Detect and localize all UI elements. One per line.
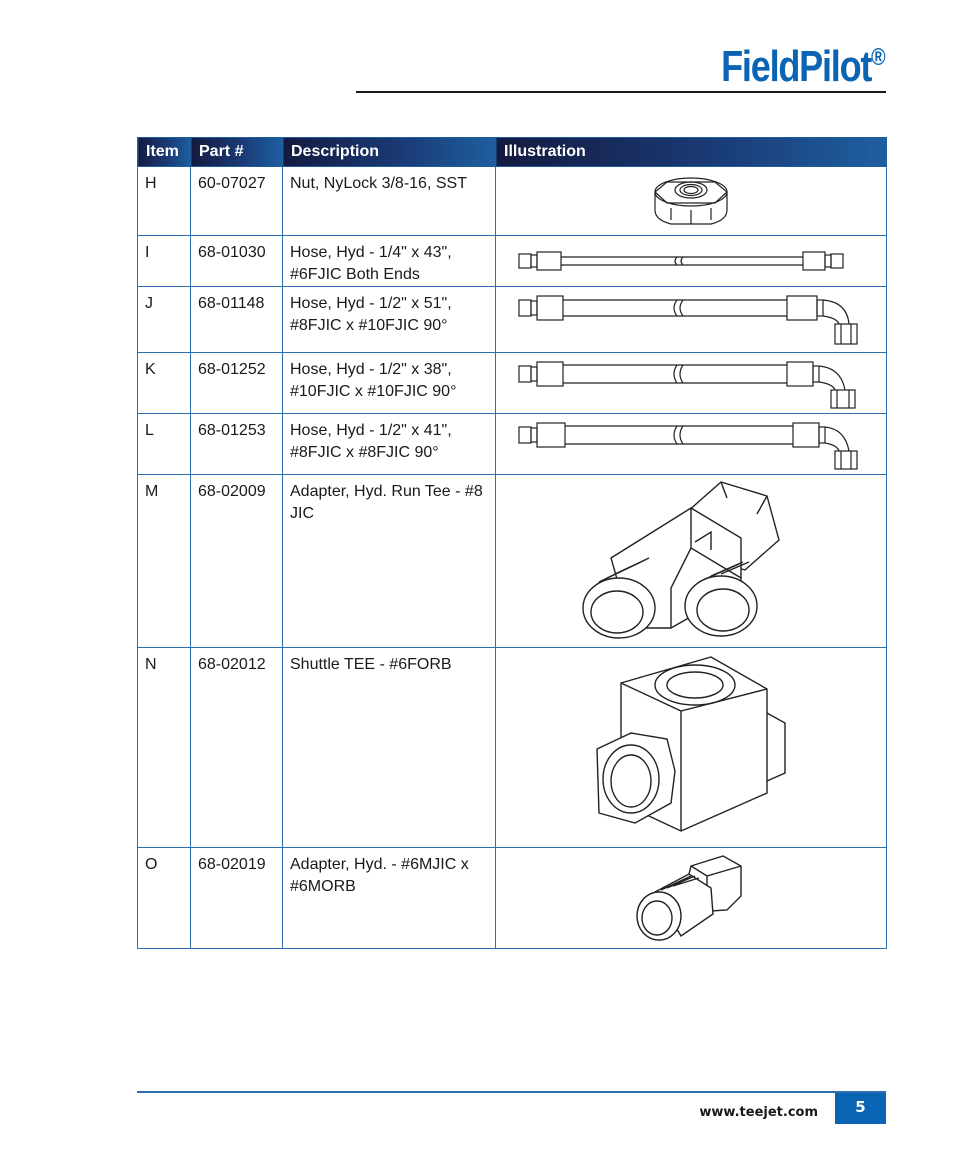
item-cell: H [138,167,191,236]
part-number-cell: 68-02019 [191,848,283,949]
description-line: JIC [290,505,314,522]
header-rule [356,91,886,93]
part-number-cell: 68-01148 [191,287,283,353]
description-cell [283,414,496,475]
table-header-row [138,138,887,167]
item-cell: J [138,287,191,353]
run-tee-icon [571,478,811,644]
hose-90-icon [511,356,871,410]
item-cell: O [138,848,191,949]
description-line: #6MORB [290,878,356,895]
column-header-item: Item [138,138,191,167]
part-number-cell: 60-07027 [191,167,283,236]
hose-straight-icon [511,246,871,276]
illustration-cell [496,353,887,414]
description-line: Hose, Hyd - 1/2" x 38", [290,361,452,378]
table-row [138,475,887,648]
description-line: Hose, Hyd - 1/2" x 51", [290,295,452,312]
table-row [138,287,887,353]
description-line: Adapter, Hyd. Run Tee - #8 [290,483,483,500]
part-number-cell: 68-02012 [191,648,283,848]
shuttle-tee-icon [591,653,791,843]
table-row [138,236,887,287]
description-cell [283,287,496,353]
column-header-illustration: Illustration [496,138,887,167]
registered-mark: ® [871,44,886,71]
description-line: Hose, Hyd - 1/4" x 43", [290,244,452,261]
illustration-cell [496,648,887,848]
table-row [138,353,887,414]
table-row [138,848,887,949]
part-number-cell: 68-02009 [191,475,283,648]
page-number: 5 [835,1093,886,1124]
part-number-cell: 68-01253 [191,414,283,475]
item-cell: I [138,236,191,287]
description-cell [283,648,496,848]
item-cell: K [138,353,191,414]
description-line: #8FJIC x #10FJIC 90° [290,317,448,334]
illustration-cell [496,167,887,236]
illustration-cell [496,414,887,475]
description-line: #6FJIC Both Ends [290,266,420,283]
brand-logo [721,42,886,92]
illustration-cell [496,475,887,648]
description-line: Shuttle TEE - #6FORB [290,656,452,673]
hose-90-icon [511,417,871,471]
hose-90-icon [511,290,871,350]
item-cell: N [138,648,191,848]
table-row [138,414,887,475]
table-row [138,648,887,848]
illustration-cell [496,287,887,353]
description-cell [283,475,496,648]
part-number-cell: 68-01030 [191,236,283,287]
table-row [138,167,887,236]
column-header-description: Description [283,138,496,167]
description-line: #8FJIC x #8FJIC 90° [290,444,439,461]
description-line: Hose, Hyd - 1/2" x 41", [290,422,452,439]
nylock-nut-icon [641,170,741,232]
description-cell [283,848,496,949]
illustration-cell [496,236,887,287]
brand-name: FieldPilot [721,42,872,91]
description-cell [283,167,496,236]
straight-adapter-icon [631,852,751,944]
part-number-cell: 68-01252 [191,353,283,414]
item-cell: M [138,475,191,648]
description-cell [283,236,496,287]
description-line: #10FJIC x #10FJIC 90° [290,383,457,400]
description-line: Adapter, Hyd. - #6MJIC x [290,856,469,873]
illustration-cell [496,848,887,949]
column-header-part: Part # [191,138,283,167]
item-cell: L [138,414,191,475]
description-line: Nut, NyLock 3/8-16, SST [290,175,467,192]
parts-table [137,137,887,949]
footer-url[interactable]: www.teejet.com [699,1105,818,1120]
description-cell [283,353,496,414]
footer-rule [137,1091,886,1093]
